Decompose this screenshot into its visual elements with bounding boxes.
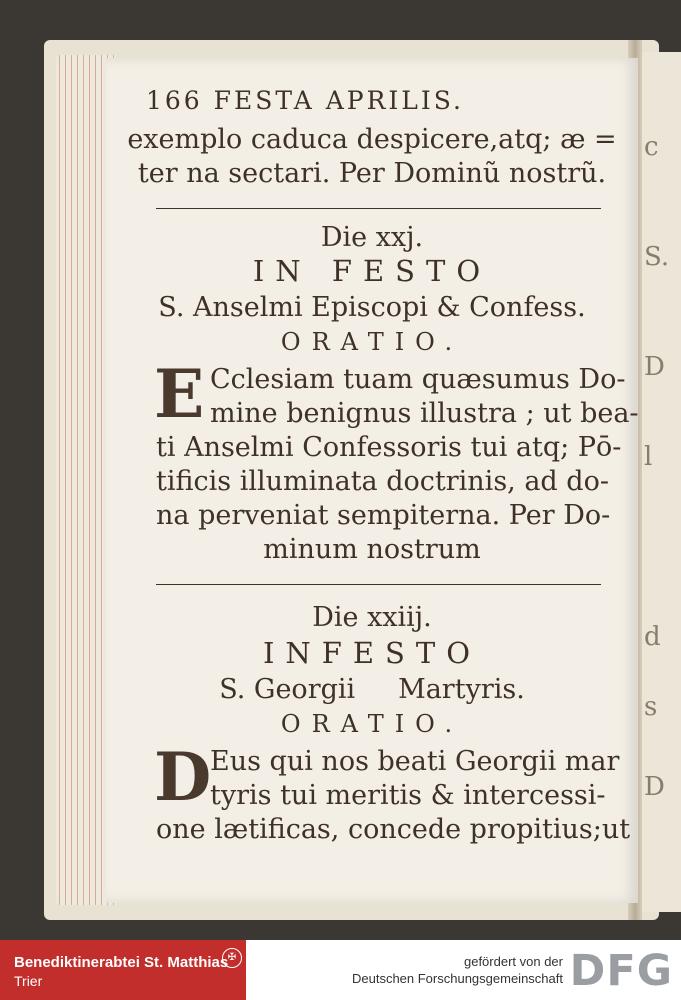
oratio-heading: ORATIO. [280, 710, 464, 738]
divider-rule [156, 208, 601, 209]
institution-city: Trier [14, 973, 43, 989]
text-line: exemplo caduca despicere,atq; æ = [127, 124, 617, 155]
running-head: 166 FESTA APRILIS. [146, 86, 464, 115]
saint-name: S. Georgii Martyris. [219, 674, 525, 705]
text-line: Eus qui nos beati Georgii mar [210, 746, 620, 777]
facing-page: c S. D l d s D [640, 52, 681, 912]
text-line: minum nostrum [263, 534, 481, 565]
funding-line-2: Deutschen Forschungsgemeinschaft [351, 971, 563, 986]
text-line: na perveniat sempiterna. Per Do- [156, 500, 611, 531]
text-line: mine benignus illustra ; ut bea- [210, 398, 639, 429]
funding-note [352, 953, 563, 987]
feast-date: Die xxiij. [312, 602, 432, 633]
text-line: tyris tui meritis & intercessi- [210, 780, 606, 811]
text-line: ter na sectari. Per Dominũ nostrũ. [137, 158, 607, 189]
feast-date: Die xxj. [320, 222, 424, 253]
funding-line-1: gefördert von der [463, 954, 563, 969]
saint-name: S. Anselmi Episcopi & Confess. [158, 292, 586, 323]
divider-rule [156, 584, 601, 585]
drop-capital: E [154, 355, 205, 433]
book-page [106, 58, 638, 903]
text-line: tificis illuminata doctrinis, ad do- [156, 466, 609, 497]
feast-heading: IN FESTO [252, 254, 492, 288]
text-line: ti Anselmi Confessoris tui atq; Pō- [156, 432, 622, 463]
dfg-logo[interactable]: DFG [569, 946, 673, 996]
institution-name: Benediktinerabtei St. Matthias [14, 954, 229, 971]
oratio-heading: ORATIO. [280, 328, 464, 356]
text-line: Cclesiam tuam quæsumus Do- [210, 364, 626, 395]
institution-logo-link[interactable] [0, 940, 246, 1000]
abbey-seal-icon: ✠ [222, 948, 242, 968]
text-line: one lætificas, concede propitius;ut [156, 814, 631, 845]
feast-heading: INFESTO [262, 636, 482, 670]
viewer-footer [0, 940, 681, 1000]
drop-capital: D [154, 738, 212, 816]
